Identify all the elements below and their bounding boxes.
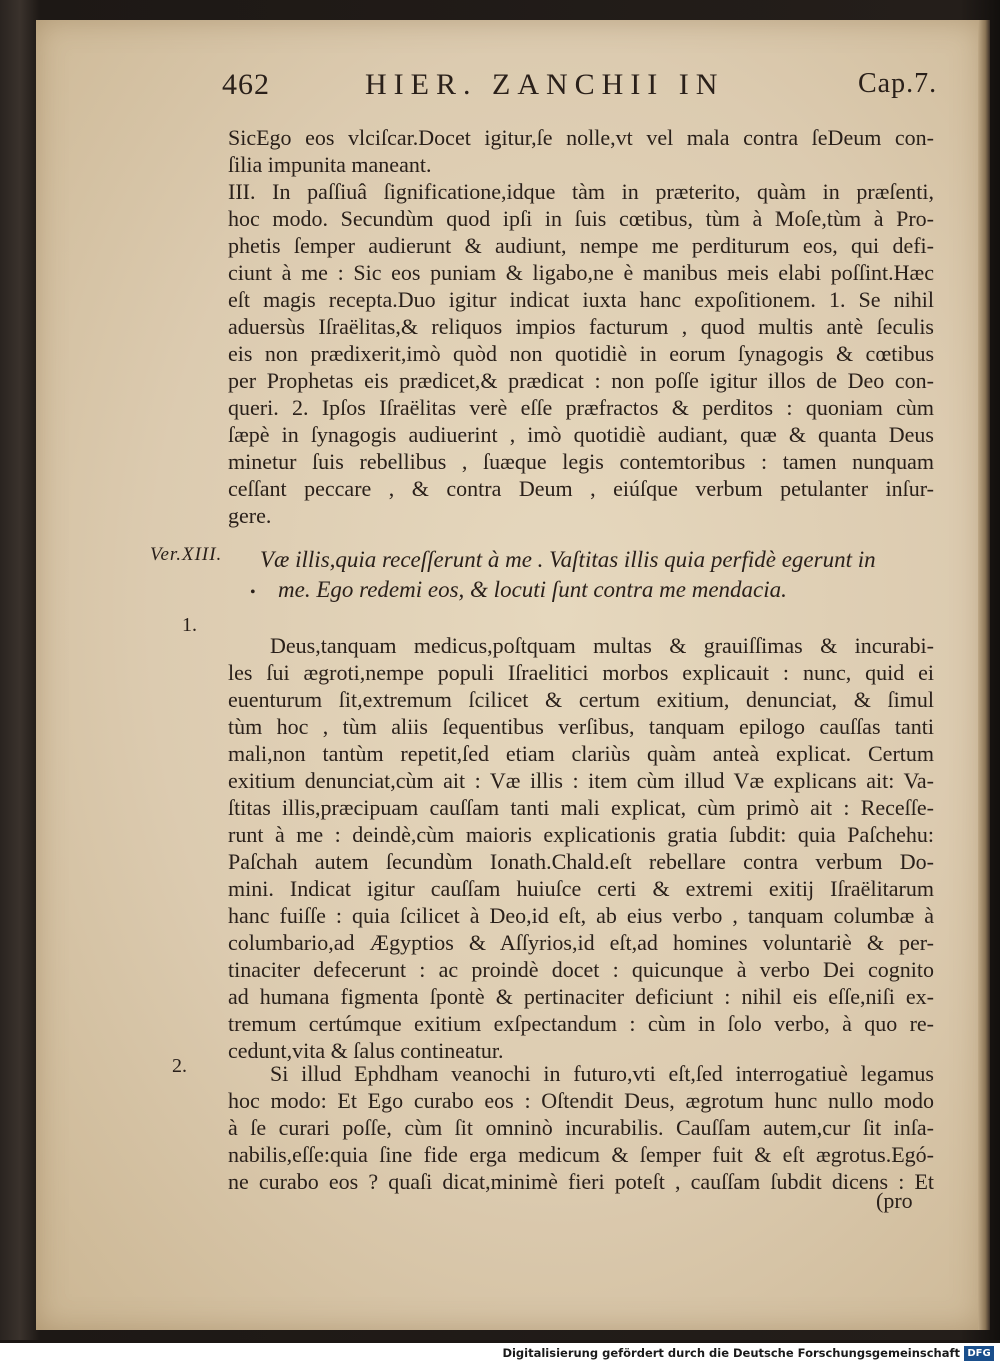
text-line: eis non prædixerit,imò quòd non quotidiè in eorum ſynagogis & cœtibus [228, 341, 934, 366]
text-line: ſilia impunita maneant. [228, 152, 432, 177]
verse-line: Væ illis,quia receſſerunt à me . Vaſtitas illis quia perfidè egerunt in [260, 547, 876, 572]
text-line: nabilis,eſſe:quia ſine fide erga medicum & ſemper fuit & eſt ægrotus.Egó- [228, 1142, 934, 1167]
text-line: exitium denunciat,cùm ait : Væ illis : item cùm illud Væ explicans ait: Va- [228, 768, 934, 793]
text-line: les ſui ægroti,nempe populi Iſraelitici morbos explicauit : nunc, quid ei [228, 660, 934, 685]
text-line: mini. Indicat igitur cauſſam huiuſce certi & extremi exitij Iſraëlitarum [228, 876, 934, 901]
text-line: aduersùs Iſraëlitas,& reliquos impios facturum , quod multis antè ſeculis [228, 314, 934, 339]
footer-bar [0, 1343, 1000, 1364]
text-line: ciunt à me : Sic eos puniam & ligabo,ne è manibus meis elabi poſſint.Hæc [228, 260, 934, 285]
page-number: 462 [222, 68, 270, 101]
text-line: ne curabo eos ? quaſi dicat,minimè fieri poteſt , cauſſam ſubdit dicens : Et [228, 1169, 934, 1194]
paragraph-1 [228, 124, 934, 178]
text-line: runt à me : deindè,cùm maioris explicationis gratia ſubdit: quia Paſchehu: [228, 822, 934, 847]
verse-text [260, 545, 950, 605]
text-line: Si illud Ephdham veanochi in futuro,vti eſt,ſed interrogatiuè legamus [270, 1061, 934, 1086]
text-line: III. In paſſiuâ ſignificatione,idque tàm in præterito, quàm in præſenti, [228, 179, 934, 204]
margin-number-2: 2. [172, 1055, 187, 1077]
verse-line: me. Ego redemi eos, & locuti ſunt contra me mendacia. [278, 577, 787, 602]
text-line: per Prophetas eis prædicet,& prædicat : non poſſe igitur illos de Deo con- [228, 368, 934, 393]
text-line: gere. [228, 503, 272, 528]
text-line: ceſſant peccare , & contra Deum , eiúſque verbum petulanter inſur- [228, 476, 934, 501]
text-line: cedunt,vita & ſalus contineatur. [228, 1038, 504, 1063]
text-line: minetur ſuis rebellibus , ſuæque legis contemtoribus : tamen nunquam [228, 449, 934, 474]
text-line: ſæpè in ſynagogis audiuerint , imò quotidiè audiant, quæ & quanta Deus [228, 422, 934, 447]
dfg-logo-icon: DFG [964, 1346, 994, 1361]
text-line: hoc modo: Et Ego curabo eos : Oſtendit Deus, ægrotum hunc nullo modo [228, 1088, 934, 1113]
commentary-2 [228, 1060, 934, 1195]
text-line: Paſchah autem ſecundùm Ionath.Chald.eſt rebellare contra verbum Do- [228, 849, 934, 874]
paragraph-2 [228, 178, 934, 529]
text-line: Deus,tanquam medicus,poſtquam multas & grauiſſimas & incurabi- [270, 633, 934, 658]
commentary-1 [228, 632, 934, 1064]
text-line: queri. 2. Ipſos Iſraëlitas verè eſſe præfractos & perditos : quoniam cùm [228, 395, 934, 420]
bullet-icon: • [250, 584, 256, 601]
chapter-label: Cap.7. [858, 68, 938, 99]
text-line: columbario,ad Ægyptios & Aſſyrios,id eſt,ad homines voluntariè & per- [228, 930, 934, 955]
text-line: tinaciter defecerunt : ac proindè docet : quicunque à verbo Dei cognito [228, 957, 934, 982]
footer-credit: Digitalisierung gefördert durch die Deutsche Forschungsgemeinschaft [502, 1346, 960, 1360]
running-title: HIER. ZANCHII IN [365, 68, 725, 101]
page-edge [978, 20, 990, 1330]
text-line: SicEgo eos vlciſcar.Docet igitur,ſe nolle,vt vel mala contra ſeDeum con- [228, 125, 934, 150]
running-header [190, 68, 950, 112]
text-line: hanc fuiſſe : quia ſcilicet à Deo,id eſt, ab eius verbo , tanquam columbæ à [228, 903, 934, 928]
text-line: mali,non tantùm repetit,ſed etiam clariùs quàm anteà explicat. Certum [228, 741, 934, 766]
text-line: hoc modo. Secundùm quod ipſi in ſuis cœtibus, tùm à Moſe,tùm à Pro- [228, 206, 934, 231]
text-line: ad humana figmenta ſpontè & pertinaciter deficiunt : nihil eis eſſe,niſi ex- [228, 984, 934, 1009]
text-line: phetis ſemper audierunt & audiunt, nempe me perditurum eos, qui defi- [228, 233, 934, 258]
text-line: tremum certúmque exitium exſpectandum : cùm in ſolo verbo, à quo re- [228, 1011, 934, 1036]
verse-label: Ver.XIII. [150, 544, 223, 565]
text-line: euenturum ſit,extremum ſcilicet & certum exitium, denunciat, & ſimul [228, 687, 934, 712]
margin-number-1: 1. [182, 614, 197, 636]
text-line: ſtitas illis,præcipuam cauſſam tanti mali explicat, cùm primò ait : Receſſe- [228, 795, 934, 820]
catchword: (pro [876, 1188, 913, 1213]
text-line: à ſe curari poſſe, cùm ſit omninò incurabilis. Cauſſam autem,cur ſit inſa- [228, 1115, 934, 1140]
text-line: tùm hoc , tùm aliis ſequentibus verſibus, tanquam epilogo cauſſas tanti [228, 714, 934, 739]
text-line: eſt magis recepta.Duo igitur indicat iuxta hanc expoſitionem. 1. Se nihil [228, 287, 934, 312]
